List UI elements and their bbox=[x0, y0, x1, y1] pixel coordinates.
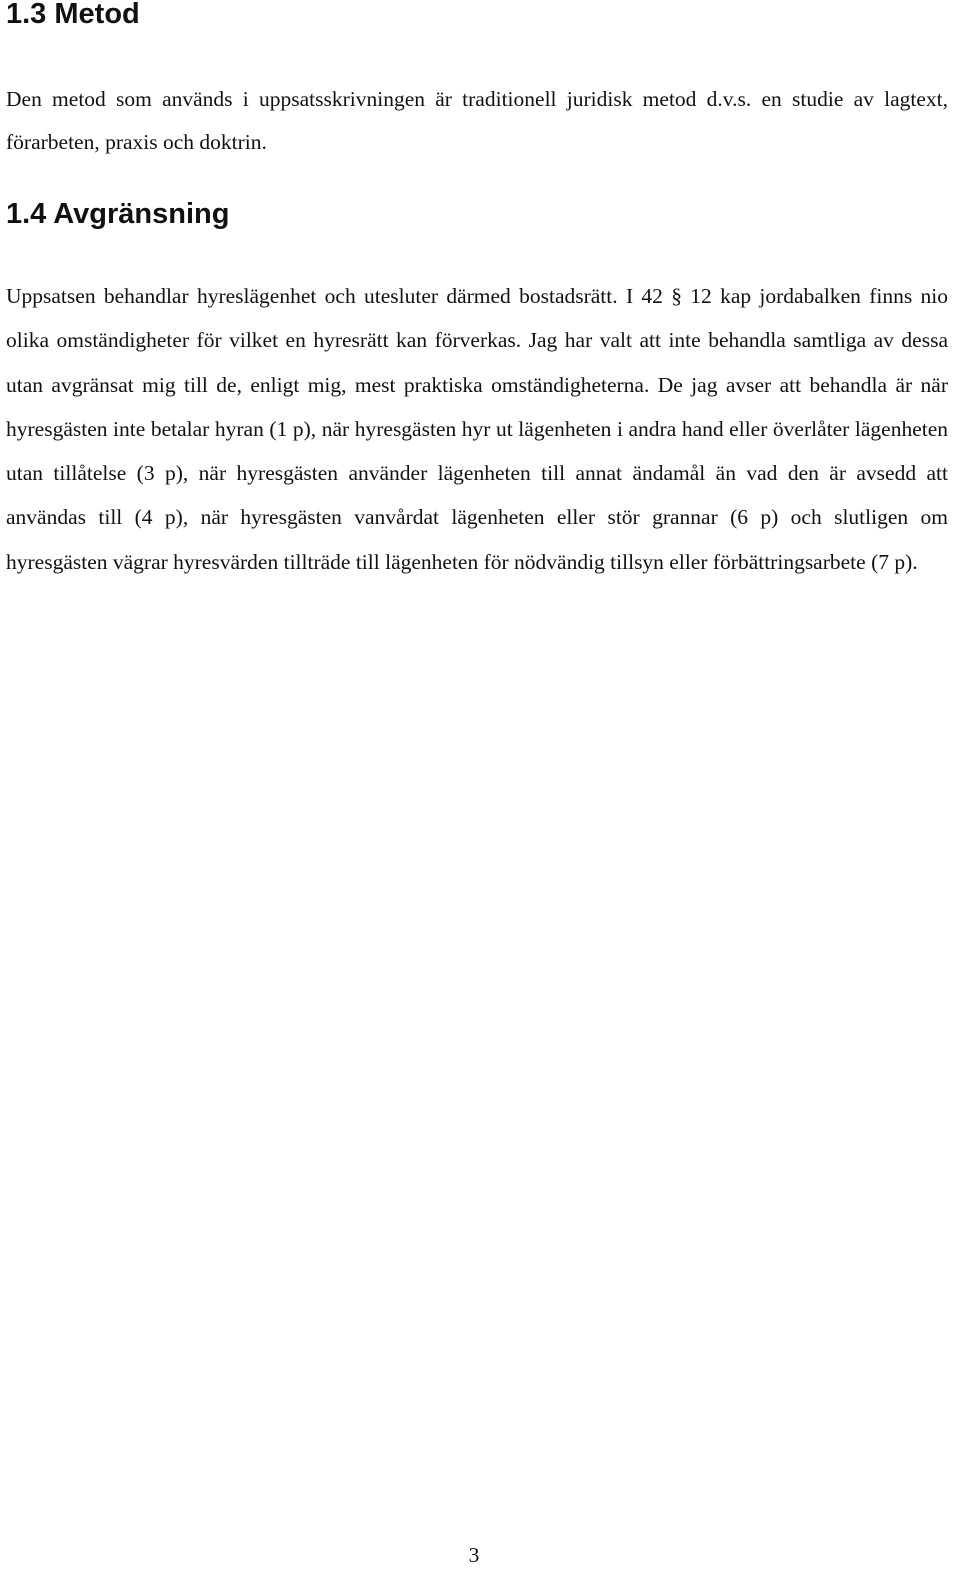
section-heading-avgransning: 1.4 Avgränsning bbox=[6, 198, 230, 230]
paragraph-metod: Den metod som används i uppsatsskrivningen är traditionell juridisk metod d.v.s. en studie av lagtext, förarbeten, praxis och doktrin. bbox=[6, 87, 948, 154]
page-number: 3 bbox=[468, 1543, 480, 1567]
section-heading-metod: 1.3 Metod bbox=[6, 0, 140, 30]
paragraph-avgransning: Uppsatsen behandlar hyreslägenhet och utesluter därmed bostadsrätt. I 42 § 12 kap jordabalken finns nio olika omständigheter för vilket en hyresrätt kan förverkas. Jag har valt att inte behandla samtliga av dessa utan avgränsat mig till de, enligt mig, mest praktiska omständigheterna. De jag avser att behandla är när hyresgästen inte betalar hyran (1 p), när hyresgästen hyr ut lägenheten i andra hand eller överlåter lägenheten utan tillåtelse (3 p), när hyresgästen använder lägenheten till annat ändamål än vad den är avsedd att användas till (4 p), när hyresgästen vanvårdat lägenheten eller stör grannar (6 p) och slutligen om hyresgästen vägrar hyresvärden tillträde till lägenheten för nödvändig tillsyn eller förbättringsarbete (7 p). bbox=[6, 284, 948, 574]
